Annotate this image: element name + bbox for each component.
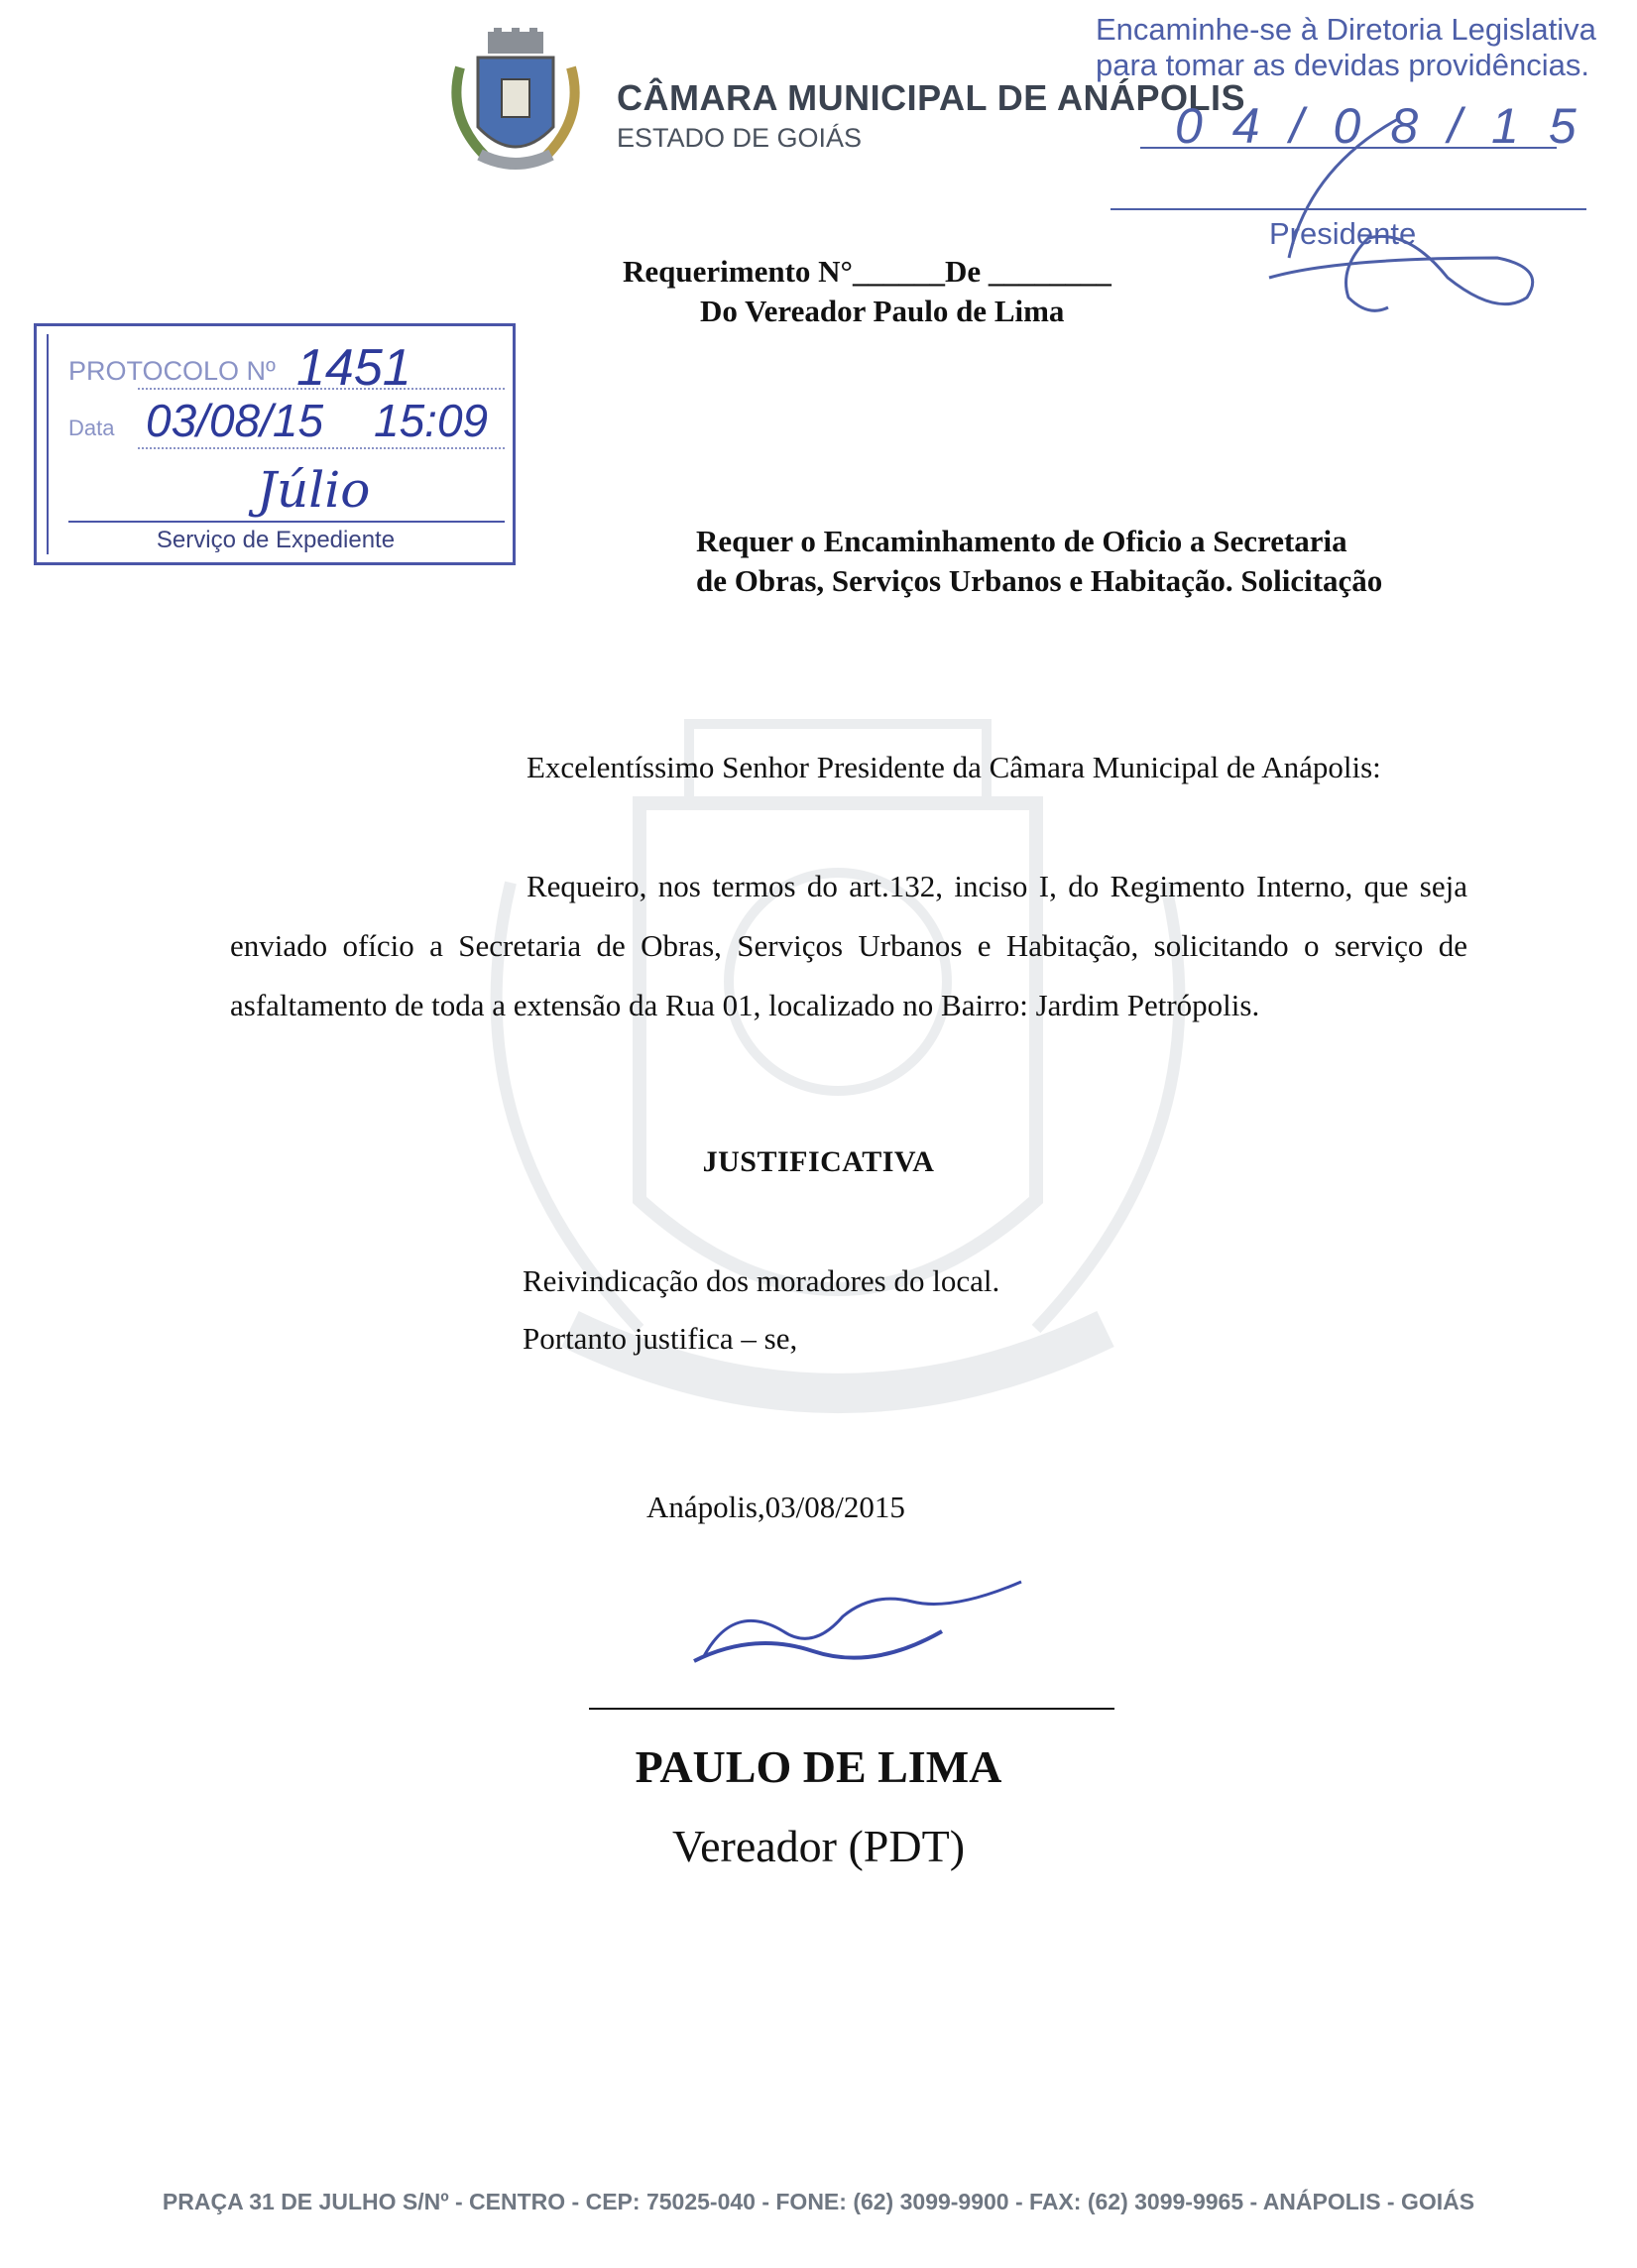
justification-line2: Portanto justifica – se, (523, 1321, 798, 1356)
organization-state: ESTADO DE GOIÁS (617, 123, 863, 153)
protocol-date: 03/08/15 (146, 395, 324, 446)
forward-stamp-line2: para tomar as devidas providências. (1096, 48, 1589, 82)
place-date: Anápolis,03/08/2015 (646, 1490, 905, 1524)
subject-line1: Requer o Encaminhamento de Oficio a Secretaria (696, 524, 1347, 558)
protocol-signature: Júlio (257, 461, 371, 519)
request-paragraph: Requeiro, nos termos do art.132, inciso I, do Regimento Interno, que seja enviado ofício a Secretaria de Obras, Serviços Urbanos e Habitação, solicitando o serviço de asfaltamento de toda a extensão da Rua 01, localizado no Bairro: Jardim Petrópolis. (230, 869, 1467, 1022)
protocol-signature-line (68, 521, 505, 523)
request-author: Do Vereador Paulo de Lima (700, 294, 1065, 328)
protocol-number: 1451 (296, 339, 411, 397)
protocol-stamp-inner (47, 334, 503, 554)
protocol-date-line (138, 447, 505, 449)
greeting: Excelentíssimo Senhor Presidente da Câmara Municipal de Anápolis: (526, 750, 1381, 784)
organization-name: CÂMARA MUNICIPAL DE ANÁPOLIS (617, 77, 1245, 118)
signatory-name: PAULO DE LIMA (635, 1741, 1002, 1792)
forward-stamp-line1: Encaminhe-se à Diretoria Legislativa (1096, 12, 1596, 47)
municipal-crest-icon (446, 28, 585, 186)
protocol-number-line (138, 388, 505, 390)
justification-line1: Reivindicação dos moradores do local. (523, 1263, 1000, 1298)
protocol-time: 15:09 (374, 395, 489, 446)
justification-heading: JUSTIFICATIVA (702, 1145, 935, 1178)
signatory-role: Vereador (PDT) (671, 1821, 966, 1871)
footer-address: PRAÇA 31 DE JULHO S/Nº - CENTRO - CEP: 75025-040 - FONE: (62) 3099-9900 - FAX: (62) 3099-9965 - ANÁPOLIS - GOIÁS (162, 2189, 1475, 2214)
protocol-service: Serviço de Expediente (156, 527, 396, 553)
signature-line (589, 1708, 1114, 1710)
request-title: Requerimento N°______De ________ (623, 254, 1111, 289)
forward-stamp-date: 04/08/15 (1175, 98, 1606, 154)
subject-line2: de Obras, Serviços Urbanos e Habitação. Solicitação (696, 563, 1383, 598)
protocol-label: PROTOCOLO Nº (68, 356, 276, 386)
watermark-crest-icon (392, 684, 1284, 1478)
subject-block (696, 522, 1382, 601)
forward-stamp-role: Presidente (1269, 216, 1417, 251)
protocol-date-label: Data (68, 416, 115, 440)
protocol-stamp (34, 323, 516, 565)
councilor-signature-icon (615, 1562, 1041, 1681)
